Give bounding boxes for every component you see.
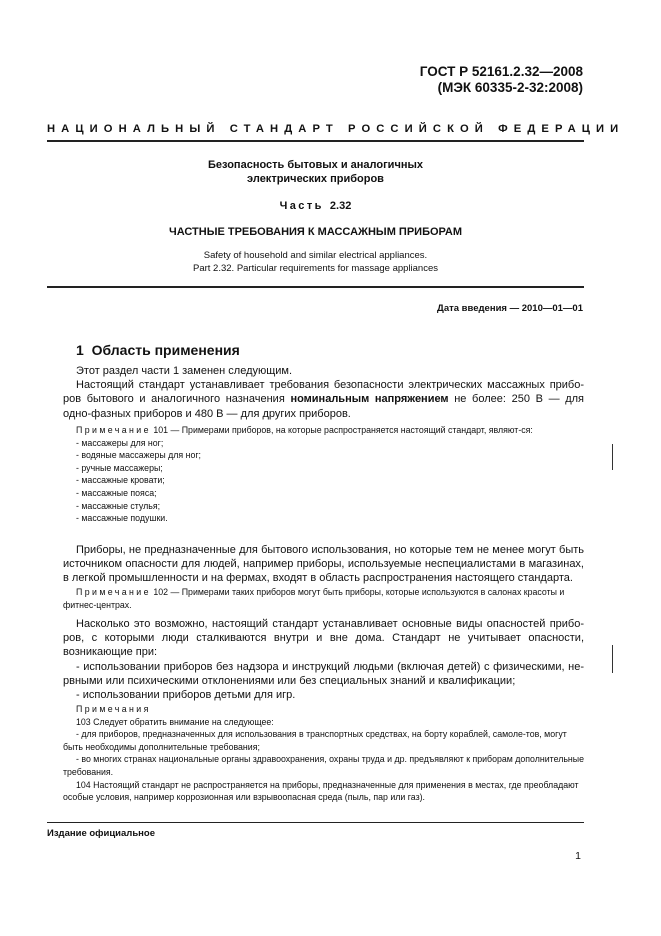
paragraph-3: Приборы, не предназначенные для бытового использования, но которые тем не менее могут быть источником опасности для людей, например приборы, используемые неспециалистами в магазинах, в легкой промышленности и на фермах, входят в область распространения настоящего стандарта.: [63, 544, 584, 585]
main-title: ЧАСТНЫЕ ТРЕБОВАНИЯ К МАССАЖНЫМ ПРИБОРАМ: [168, 226, 463, 238]
list-item: - для приборов, предназначенных для использования в транспортных средствах, на борту кораблей, самоле-тов, могут быть необходимы дополнительные требования;: [63, 729, 567, 752]
note-102-label: Примечание: [76, 587, 151, 597]
gost-number: ГОСТ Р 52161.2.32—2008: [419, 64, 583, 79]
title-line-2: электрических приборов: [247, 173, 384, 185]
list-item: - массажные пояса;: [76, 487, 157, 498]
list-item: - во многих странах национальные органы здравоохранения, охраны труда и др. предъявляют к приборам дополнительные требования.: [63, 754, 584, 777]
note-101-text: 101 — Примерами приборов, на которые распространяется настоящий стандарт, являют-ся:: [153, 425, 533, 435]
note-101-label: Примечание: [76, 425, 151, 435]
list-item: - массажные стулья;: [76, 500, 161, 511]
english-title-line-2: Part 2.32. Particular requirements for massage appliances: [192, 262, 438, 274]
note-104-text: 104 Настоящий стандарт не распространяется на приборы, предназначенные для применения в местах, где преобладают особые условия, например коррозионная или взрывоопасная среда (пыль, пар или газ).: [63, 779, 579, 803]
section-heading: [76, 342, 240, 358]
notes-label: Примечания: [76, 704, 151, 714]
english-title-line-1: Safety of household and similar electrical appliances.: [203, 250, 428, 261]
list-item: - водяные массажеры для ног;: [76, 450, 202, 461]
official-edition: Издание официальное: [47, 828, 155, 839]
paragraph-1: Этот раздел части 1 заменен следующим.: [76, 365, 293, 377]
header-rule: [47, 140, 584, 142]
section-title: Область применения: [91, 342, 240, 358]
introduction-date: Дата введения — 2010—01—01: [437, 303, 583, 314]
notes-103-104: [63, 703, 584, 804]
list-item: - массажные подушки.: [76, 513, 168, 524]
section-body-1: [63, 364, 584, 421]
footer-rule: [47, 822, 584, 823]
part-heading: [47, 199, 584, 213]
note-102: [63, 586, 584, 611]
title-line-1: Безопасность бытовых и аналогичных: [208, 159, 423, 171]
paragraph-2: [63, 378, 584, 421]
rated-voltage-term: номинальным напряжением: [290, 393, 449, 406]
section-number: 1: [76, 342, 84, 358]
title-rule: [47, 286, 584, 288]
part-label: Часть: [279, 200, 324, 212]
note-103-text: 103 Следует обратить внимание на следующее:: [76, 716, 274, 727]
english-title: [47, 250, 584, 275]
standard-designation: [420, 64, 583, 96]
section-body-2: [63, 543, 584, 586]
national-standard-title: НАЦИОНАЛЬНЫЙ СТАНДАРТ РОССИЙСКОЙ ФЕДЕРАЦИИ: [47, 123, 625, 135]
change-bar: [612, 444, 613, 470]
list-item: - использовании приборов детьми для игр.: [76, 689, 296, 702]
part-number: 2.32: [329, 200, 352, 212]
list-item: - массажеры для ног;: [76, 437, 164, 448]
iec-number: (МЭК 60335-2-32:2008): [437, 80, 583, 95]
note-101: [63, 424, 584, 525]
paragraph-2-start: Настоящий стандарт устанавливает требования безопасности электрических массажных прибо-ров бытового и аналогичного назначения: [63, 379, 584, 406]
paragraph-2-end: не более: 250 В — для одно-фазных приборов и 480 В — для других приборов.: [63, 393, 585, 420]
list-item: - массажные кровати;: [76, 475, 165, 486]
list-item: - использовании приборов без надзора и инструкций людьми (включая детей) с физическими, не-рвными или психическими отклонениями или без специальных знаний и квалификации;: [63, 660, 584, 687]
note-102-text: 102 — Примерами таких приборов могут быть приборы, которые используются в салонах красоты и фитнес-центрах.: [63, 587, 565, 610]
list-item: - ручные массажеры;: [76, 462, 163, 473]
change-bar: [612, 645, 613, 673]
paragraph-4: Насколько это возможно, настоящий стандарт устанавливает основные виды опасностей прибо-ров, с которыми люди сталкиваются внутри и вне дома. Стандарт не учитывает опасности, возникающие при:: [63, 618, 584, 659]
section-body-3: [63, 617, 584, 702]
document-title: [47, 158, 584, 186]
page-number: 1: [575, 850, 581, 862]
